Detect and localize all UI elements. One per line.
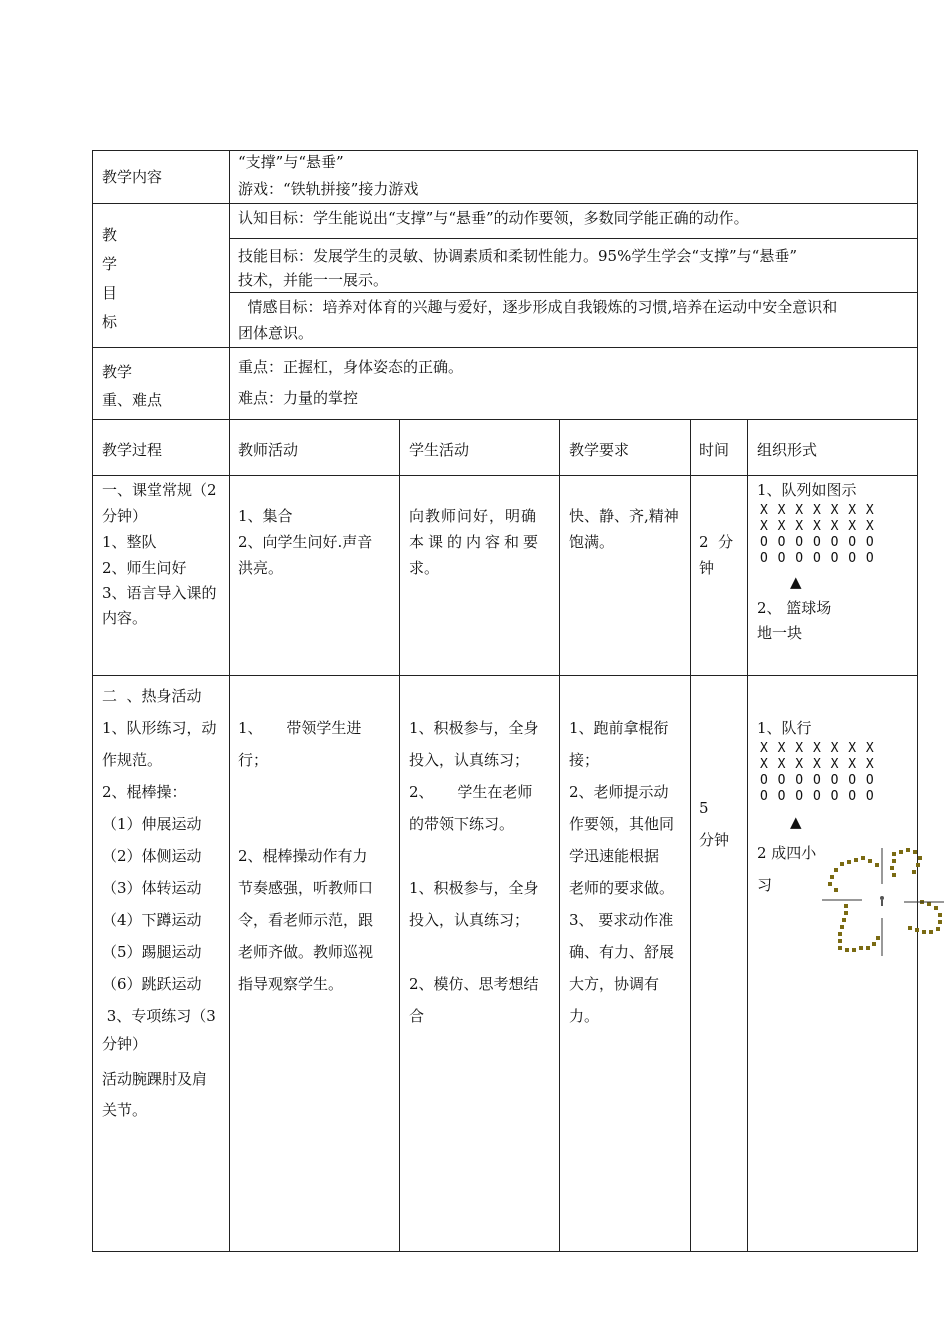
teacher-line: 1、集合 — [238, 507, 293, 525]
emotion-goal-line1: 情感目标：培养对体育的兴趣与爱好，逐步形成自我锻炼的习惯,培养在运动中安全意识和 — [238, 298, 838, 316]
process-line: （4）下蹲运动 — [102, 911, 202, 929]
process-line: 1、整队 — [102, 533, 157, 551]
org-line: 2 成四小 — [757, 844, 817, 862]
table-bottom-border — [92, 1251, 918, 1252]
col-divider — [399, 419, 400, 1252]
requirement-line: 饱满。 — [569, 533, 615, 551]
org-title: 1、队列如图示 — [757, 481, 857, 499]
process-line: （1）伸展运动 — [102, 815, 202, 833]
student-line: 求。 — [409, 559, 440, 577]
student-line: 的带领下练习。 — [409, 815, 515, 833]
process-line: 分钟） — [102, 507, 148, 525]
formation-row: X X X X X X X — [760, 503, 875, 518]
requirement-line: 快、静、齐,精神 — [569, 507, 679, 525]
teacher-line: 行； — [238, 751, 269, 769]
requirement-line: 确、有力、舒展 — [569, 943, 675, 961]
table-top-border — [92, 150, 918, 151]
col-divider — [747, 419, 748, 1252]
requirement-line: 学迅速能根据 — [569, 847, 660, 865]
teacher-triangle-icon: ▲ — [790, 813, 802, 831]
process-line: 关节。 — [102, 1101, 148, 1119]
time-line: 分钟 — [699, 831, 730, 849]
teacher-triangle-icon: ▲ — [790, 573, 802, 591]
process-line: （3）体转运动 — [102, 879, 202, 897]
requirement-line: 接； — [569, 751, 600, 769]
student-line: 投入，认真练习； — [409, 911, 530, 929]
goal-label-char: 学 — [102, 255, 118, 273]
requirement-line: 老师的要求做。 — [569, 879, 675, 897]
four-group-formation-diagram — [820, 840, 948, 960]
content-topic: “支撑”与“悬垂” — [238, 153, 344, 171]
process-line: 一、课堂常规（2 — [102, 481, 217, 499]
process-line: 2、棍棒操： — [102, 783, 187, 801]
goal-label-char: 目 — [102, 284, 118, 302]
requirement-line: 3、 要求动作准 — [569, 911, 674, 929]
goal-label-char: 教 — [102, 226, 118, 244]
content-game: 游戏：“铁轨拼接”接力游戏 — [238, 180, 419, 198]
content-label: 教学内容 — [102, 168, 163, 186]
formation-row: O O O O O O O — [760, 535, 875, 550]
process-line: 作规范。 — [102, 751, 163, 769]
row-divider — [92, 347, 918, 348]
student-line: 2、 学生在老师 — [409, 783, 533, 801]
teacher-line: 令，看老师示范，跟 — [238, 911, 374, 929]
time-line: 5 — [699, 799, 709, 817]
teacher-line: 指导观察学生。 — [238, 975, 344, 993]
skill-goal-line2: 技术，并能一一展示。 — [238, 271, 389, 289]
formation-row: O O O O O O O — [760, 551, 875, 566]
process-line: 3、语言导入课的 — [102, 584, 217, 602]
requirement-line: 1、跑前拿棍衔 — [569, 719, 669, 737]
goal-divider-1 — [229, 238, 918, 239]
goal-label-char: 标 — [102, 313, 118, 331]
student-line: 本课的内容和要 — [409, 533, 543, 551]
table-right-border — [917, 150, 918, 1252]
difficulty: 难点：力量的掌控 — [238, 389, 359, 407]
formation-row: O O O O O O O — [760, 789, 875, 804]
org-title: 1、队行 — [757, 719, 812, 737]
process-line: （2）体侧运动 — [102, 847, 202, 865]
student-line: 1、积极参与，全身 — [409, 719, 539, 737]
process-line: 活动腕踝肘及肩 — [102, 1070, 208, 1088]
student-line: 投入，认真练习； — [409, 751, 530, 769]
header-organization: 组织形式 — [757, 441, 818, 459]
student-line: 向教师问好，明确 — [409, 507, 538, 525]
key-point: 重点：正握杠，身体姿态的正确。 — [238, 358, 464, 376]
header-time: 时间 — [699, 441, 730, 459]
row-divider — [92, 475, 918, 476]
process-line: （5）踢腿运动 — [102, 943, 202, 961]
teacher-line: 节奏感强，听教师口 — [238, 879, 374, 897]
process-line: 2、师生问好 — [102, 559, 187, 577]
formation-row: X X X X X X X — [760, 757, 875, 772]
col-divider — [690, 419, 691, 1252]
row-divider — [92, 203, 918, 204]
row-divider — [92, 419, 918, 420]
requirement-line: 作要领，其他同 — [569, 815, 675, 833]
time-line: 2 分 — [699, 533, 734, 551]
requirement-line: 2、老师提示动 — [569, 783, 669, 801]
formation-row: O O O O O O O — [760, 773, 875, 788]
process-line: 二 、热身活动 — [102, 687, 202, 705]
student-line: 2、模仿、思考想结 — [409, 975, 539, 993]
org-line: 2、 篮球场 — [757, 599, 832, 617]
skill-goal-line1: 技能目标：发展学生的灵敏、协调素质和柔韧性能力。95%学生学会“支撑”与“悬垂” — [238, 247, 798, 265]
teacher-line: 洪亮。 — [238, 559, 284, 577]
row-divider — [92, 675, 918, 676]
org-line: 习 — [757, 876, 773, 894]
process-line: 内容。 — [102, 609, 148, 627]
formation-row: X X X X X X X — [760, 741, 875, 756]
org-line: 地一块 — [757, 624, 803, 642]
teacher-line: 2、棍棒操动作有力 — [238, 847, 368, 865]
student-line: 合 — [409, 1007, 425, 1025]
header-requirement: 教学要求 — [569, 441, 630, 459]
header-process: 教学过程 — [102, 441, 163, 459]
process-line: （6）跳跃运动 — [102, 975, 202, 993]
cognitive-goal: 认知目标：学生能说出“支撑”与“悬垂”的动作要领，多数同学能正确的动作。 — [238, 209, 749, 227]
teacher-line: 2、向学生问好.声音 — [238, 533, 373, 551]
formation-row: X X X X X X X — [760, 519, 875, 534]
keypoint-label-line2: 重、难点 — [102, 391, 163, 409]
col-divider — [559, 419, 560, 1252]
keypoint-label-line1: 教学 — [102, 363, 133, 381]
emotion-goal-line2: 团体意识。 — [238, 324, 314, 342]
requirement-line: 大方，协调有 — [569, 975, 660, 993]
student-line: 1、积极参与，全身 — [409, 879, 539, 897]
header-student: 学生活动 — [409, 441, 470, 459]
process-line: 1、队形练习，动 — [102, 719, 217, 737]
process-line: 3、专项练习（3 — [102, 1007, 216, 1025]
header-teacher: 教师活动 — [238, 441, 299, 459]
requirement-line: 力。 — [569, 1007, 600, 1025]
process-line: 分钟） — [102, 1035, 148, 1053]
table-left-border — [92, 150, 93, 1252]
teacher-line: 1、 带领学生进 — [238, 719, 362, 737]
time-line: 钟 — [699, 559, 715, 577]
center-figure-icon — [880, 896, 884, 906]
col-divider — [229, 150, 230, 1252]
teacher-line: 老师齐做。教师巡视 — [238, 943, 374, 961]
